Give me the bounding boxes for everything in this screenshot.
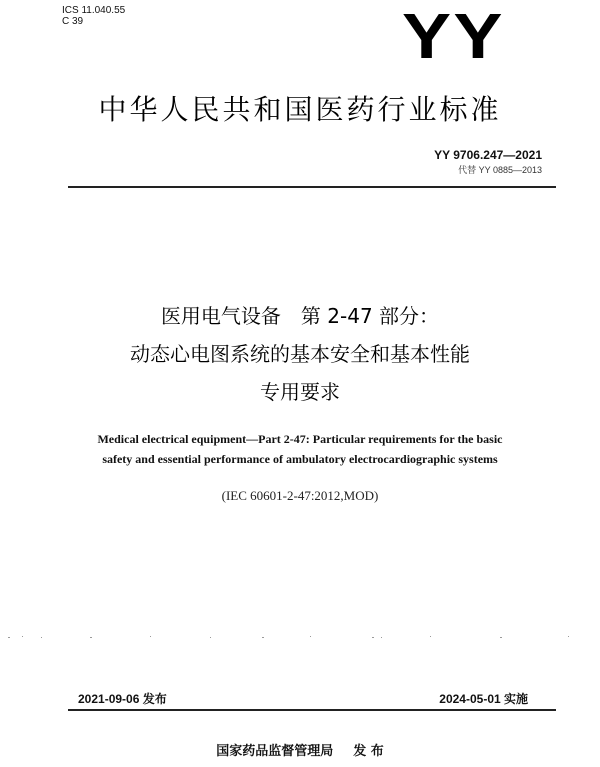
publisher-name: 国家药品监督管理局	[216, 744, 334, 759]
title-en-line-2: safety and essential performance of ambulatory electrocardiographic systems	[102, 452, 498, 466]
title-cn-line-3: 专用要求	[260, 380, 340, 404]
issue-date: 2021-09-06 发布	[78, 692, 167, 706]
standard-codes	[434, 148, 542, 176]
replaces-code: 代替 YY 0885—2013	[458, 165, 542, 175]
standard-code: YY 9706.247—2021	[434, 148, 542, 162]
organization-title: 中华人民共和国医药行业标准	[98, 93, 502, 126]
adoption-note: (IEC 60601-2-47:2012,MOD)	[221, 488, 379, 503]
standard-logo: YY	[402, 0, 505, 72]
publisher	[0, 740, 600, 759]
title-cn-line-2: 动态心电图系统的基本安全和基本性能	[130, 342, 470, 366]
ics-code: ICS 11.040.55	[62, 5, 126, 16]
title-cn-line-1: 医用电气设备 第 2-47 部分：	[160, 304, 440, 328]
title-en-line-1: Medical electrical equipment—Part 2-47: Particular requirements for the basic	[97, 432, 503, 446]
publisher-action: 发 布	[353, 744, 384, 759]
classification-codes	[62, 5, 125, 27]
footer-rule	[68, 709, 556, 711]
ccs-code: C 39	[62, 16, 84, 27]
header-rule	[68, 186, 556, 188]
scan-noise	[0, 636, 600, 638]
implementation-date: 2024-05-01 实施	[439, 692, 528, 706]
